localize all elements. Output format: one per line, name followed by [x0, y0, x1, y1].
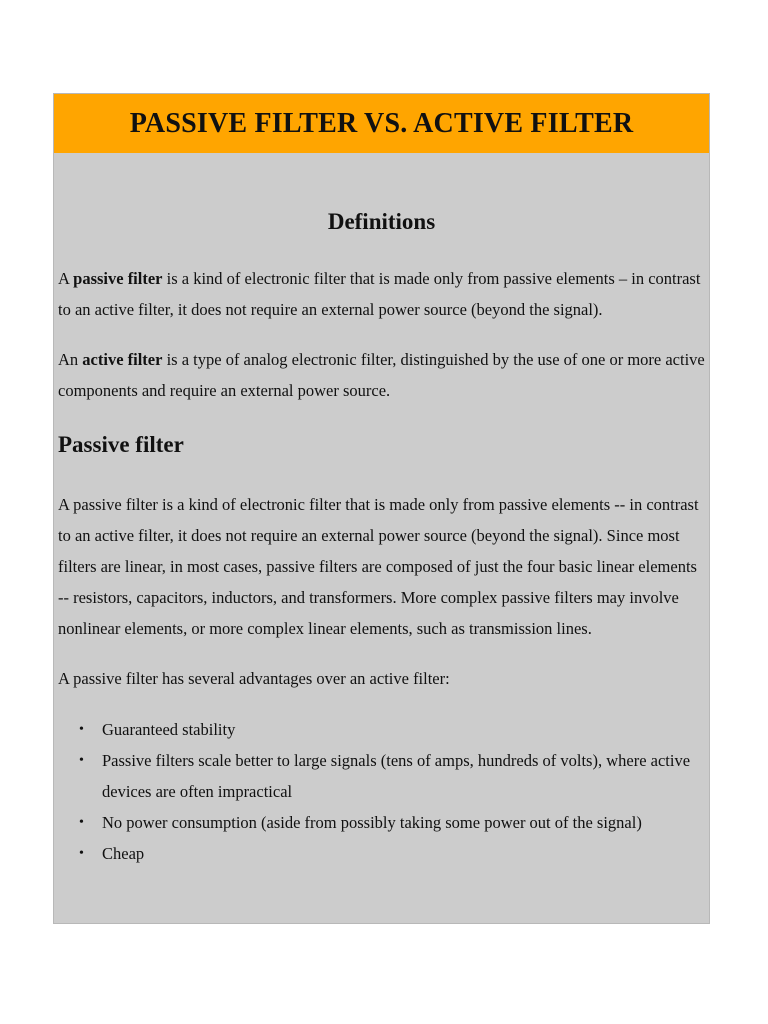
active-definition-text: is a type of analog electronic filter, distinguished by the use of one or more active components and require an external power source. [58, 350, 705, 400]
passive-filter-term: passive filter [73, 269, 163, 288]
advantage-text: No power consumption (aside from possibly taking some power out of the signal) [102, 813, 642, 832]
list-item [79, 714, 705, 745]
bullet-icon: • [79, 753, 84, 768]
bullet-icon: • [79, 846, 84, 861]
list-item [79, 838, 705, 869]
passive-filter-heading: Passive filter [58, 432, 184, 457]
definitions-heading: Definitions [327, 209, 436, 234]
advantage-text: Guaranteed stability [102, 720, 236, 739]
advantages-intro: A passive filter has several advantages over an active filter: [58, 669, 450, 688]
page-title: PASSIVE FILTER VS. ACTIVE FILTER [129, 107, 634, 139]
active-filter-term: active filter [82, 350, 163, 369]
passive-definition-text: is a kind of electronic filter that is made only from passive elements – in contrast to an active filter, it does not require an external power source (beyond the signal). [58, 269, 701, 319]
list-item [79, 745, 705, 807]
passive-filter-paragraph: A passive filter is a kind of electronic filter that is made only from passive elements -- in contrast to an active filter, it does not require an external power source (beyond the signal). Since most filters are linear, in most cases, passive filters are composed of just the four basic linear elements -- resistors, capacitors, inductors, and transformers. More complex passive filters may involve nonlinear elements, or more complex linear elements, such as transmission lines. [58, 495, 699, 638]
bullet-icon: • [79, 815, 84, 830]
bullet-icon: • [79, 722, 84, 737]
advantage-text: Passive filters scale better to large signals (tens of amps, hundreds of volts), where active devices are often impractical [102, 751, 691, 801]
document-content [54, 208, 709, 869]
title-banner [54, 94, 709, 153]
advantages-list [58, 714, 705, 869]
active-definition-prefix: An [58, 350, 83, 369]
list-item [79, 807, 705, 838]
passive-definition-prefix: A [58, 269, 74, 288]
document-panel [53, 93, 710, 924]
active-filter-definition [58, 344, 705, 406]
passive-filter-definition [58, 263, 705, 325]
advantage-text: Cheap [102, 844, 145, 863]
